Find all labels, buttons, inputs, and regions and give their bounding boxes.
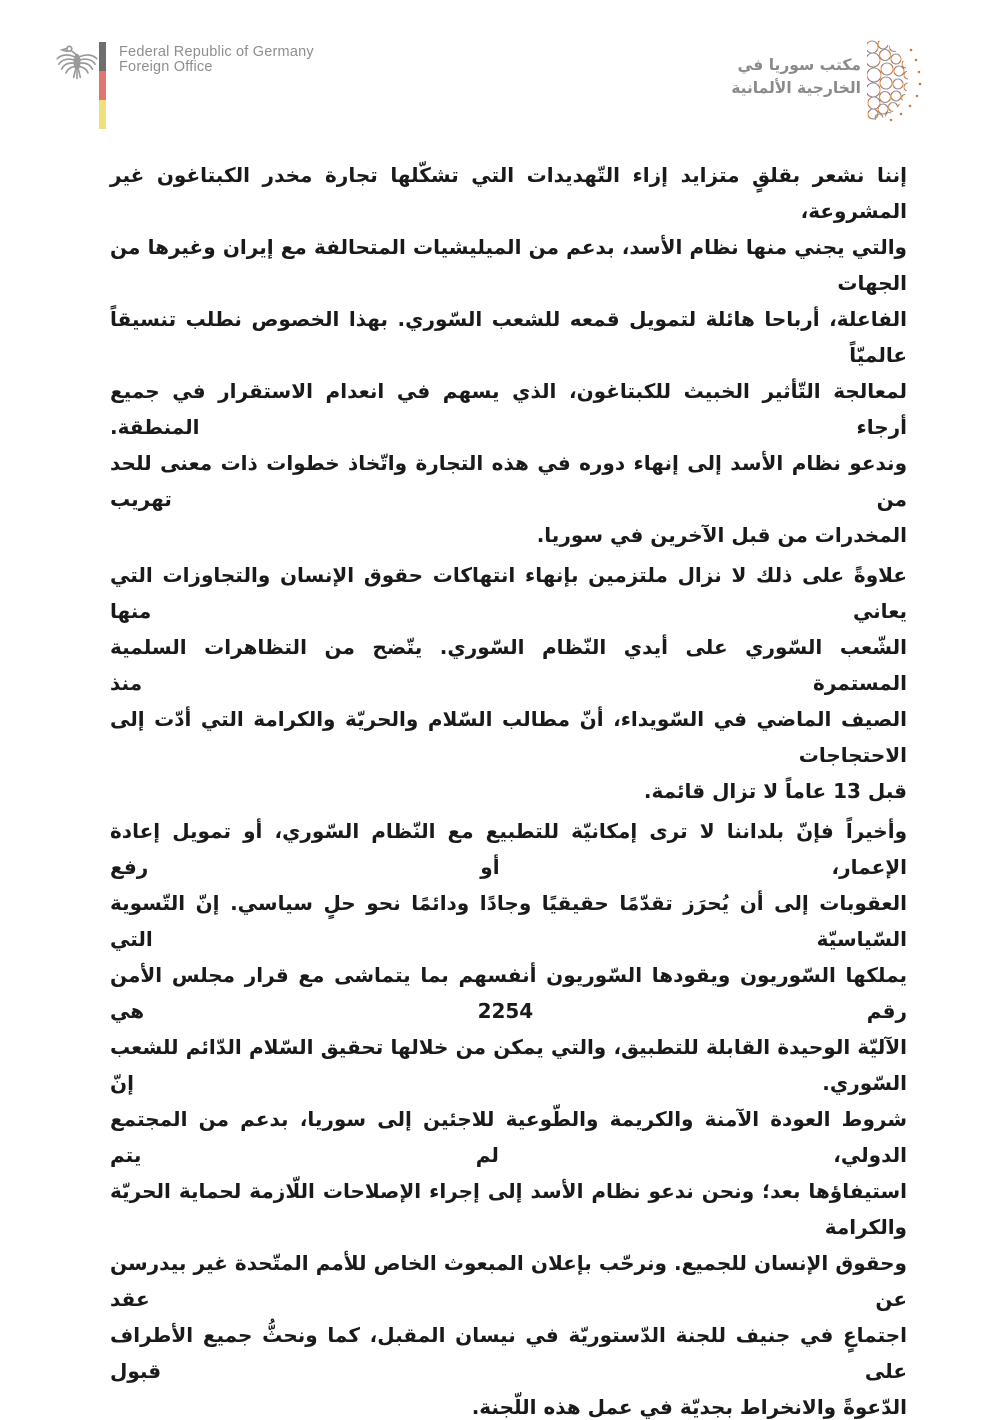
paragraph-line: الصيف الماضي في السّويداء، أنّ مطالب السّلام والحريّة والكرامة التي أدّت إلى الاحتجاجات	[110, 707, 907, 767]
paragraph-line: يملكها السّوريون ويقودها السّوريون أنفسهم بما يتماشى مع قرار مجلس الأمن رقم 2254 هي	[110, 963, 907, 1023]
paragraph-line: الآليّة الوحيدة القابلة للتطبيق، والتي يمكن من خلالها تحقيق السّلام الدّائم للشعب السّوري. إنّ	[110, 1035, 907, 1095]
paragraph-line: المخدرات من قبل الآخرين في سوريا.	[536, 523, 907, 547]
wordmark-line1: Federal Republic of Germany	[119, 44, 314, 60]
paragraph-line: لمعالجة التّأثير الخبيث للكبتاغون، الذي يسهم في انعدام الاستقرار في جميع أرجاء المنطقة.	[110, 379, 907, 439]
paragraph-line: قبل 13 عاماً لا تزال قائمة.	[643, 779, 907, 803]
paragraph-1	[110, 157, 907, 553]
foreign-office-wordmark	[119, 45, 314, 75]
flag-black-segment	[99, 42, 106, 71]
document-body	[110, 157, 907, 1420]
flag-red-segment	[99, 71, 106, 100]
mesh-semicircle-icon	[866, 38, 924, 122]
paragraph-line: وأخيراً فإنّ بلداننا لا ترى إمكانيّة للتطبيع مع النّظام السّوري، أو تمويل إعادة الإعمار، أو رفع	[110, 819, 907, 879]
paragraph-line: علاوةً على ذلك لا نزال ملتزمين بإنهاء انتهاكات حقوق الإنسان والتجاوزات التي يعاني منها	[110, 563, 907, 623]
paragraph-line: وندعو نظام الأسد إلى إنهاء دوره في هذه التجارة واتّخاذ خطوات ذات معنى للحد من تهريب	[110, 451, 907, 511]
arabic-wordmark-line2: الخارجية الألمانية	[731, 79, 861, 97]
paragraph-line: العقوبات إلى أن يُحرَز تقدّمًا حقيقيًا وجادًا ودائمًا نحو حلٍ سياسي. إنّ التّسوية السّياسيّة التي	[110, 891, 907, 951]
paragraph-line: إننا نشعر بقلقٍ متزايد إزاء التّهديدات التي تشكّلها تجارة مخدر الكبتاغون غير المشروعة،	[110, 163, 907, 223]
paragraph-line: الفاعلة، أرباحا هائلة لتمويل قمعه للشعب السّوري. بهذا الخصوص نطلب تنسيقاً عالميّاً	[110, 307, 907, 367]
paragraph-line: استيفاؤها بعد؛ ونحن ندعو نظام الأسد إلى إجراء الإصلاحات اللّازمة لحماية الحريّة والكرامة	[110, 1179, 907, 1239]
german-flag-bar	[99, 42, 106, 129]
paragraph-2	[110, 557, 907, 809]
flag-gold-segment	[99, 100, 106, 129]
paragraph-3	[110, 813, 907, 1420]
paragraph-line: والتي يجني منها نظام الأسد، بدعم من الميليشيات المتحالفة مع إيران وغيرها من الجهات	[110, 235, 907, 295]
syria-office-logo	[731, 38, 924, 122]
wordmark-line2: Foreign Office	[119, 59, 213, 75]
syria-office-wordmark	[731, 54, 861, 100]
paragraph-line: اجتماعٍ في جنيف للجنة الدّستوريّة في نيسان المقبل، كما ونحثُّ جميع الأطراف على قبول	[110, 1323, 907, 1383]
paragraph-line: وحقوق الإنسان للجميع. ونرحّب بإعلان المبعوث الخاص للأمم المتّحدة غير بيدرسن عن عقد	[110, 1251, 907, 1311]
german-foreign-office-logo	[55, 42, 314, 129]
arabic-wordmark-line1: مكتب سوريا في	[737, 56, 861, 74]
paragraph-line: شروط العودة الآمنة والكريمة والطّوعية للاجئين إلى سوريا، بدعم من المجتمع الدولي، لم يتم	[110, 1107, 907, 1167]
federal-eagle-icon	[55, 42, 99, 82]
paragraph-line: الدّعوةً والانخراط بجديّة في عمل هذه اللّجنة.	[471, 1395, 907, 1419]
paragraph-line: الشّعب السّوري على أيدي النّظام السّوري. يتّضح من التظاهرات السلمية المستمرة منذ	[110, 635, 907, 695]
